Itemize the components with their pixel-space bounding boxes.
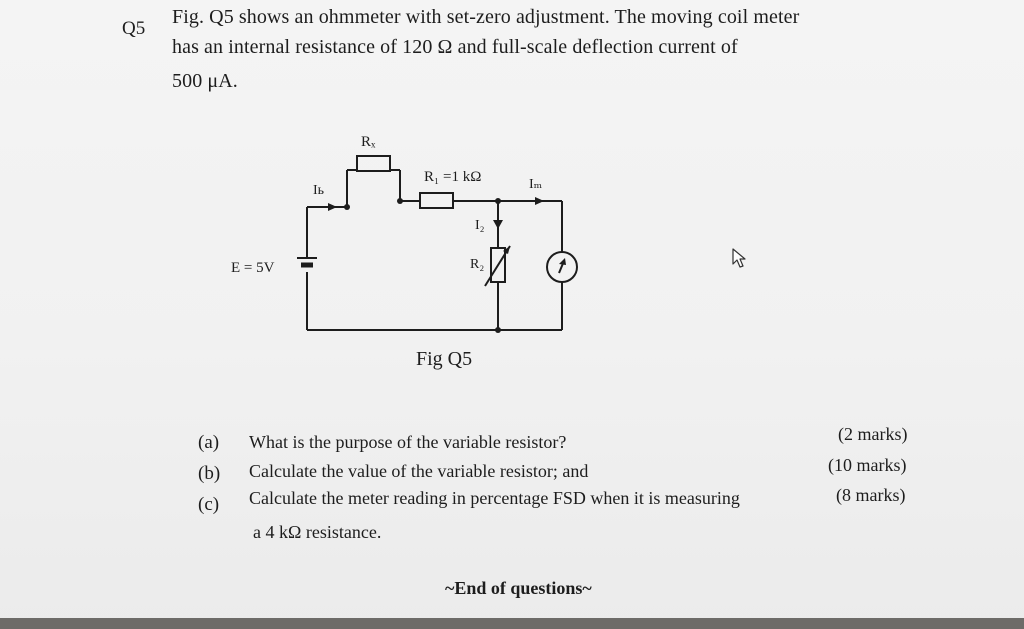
meter-symbol xyxy=(547,252,577,282)
current-arrow-im xyxy=(535,197,544,205)
mouse-cursor-icon xyxy=(733,249,745,267)
question-number: Q5 xyxy=(122,18,146,39)
bottom-edge xyxy=(0,618,1024,629)
label-im: Iₘ xyxy=(529,177,543,192)
part-a-marks: (2 marks) xyxy=(838,424,908,444)
resistor-r1 xyxy=(420,193,453,208)
label-r1: R₁ =1 kΩ xyxy=(424,169,482,185)
label-i2: I₂ xyxy=(475,218,485,233)
label-rx: Rₓ xyxy=(361,134,376,150)
part-c-marks: (8 marks) xyxy=(836,485,906,505)
label-source: E = 5V xyxy=(231,260,275,276)
part-b-label: (b) xyxy=(198,463,221,484)
question-intro-line-3: 500 μA. xyxy=(172,70,238,92)
part-b-marks: (10 marks) xyxy=(828,455,907,475)
junction-node xyxy=(397,198,403,204)
label-ib: Iь xyxy=(313,183,325,198)
part-c-label: (c) xyxy=(198,494,220,515)
battery-symbol xyxy=(297,258,317,265)
junction-node xyxy=(344,204,350,210)
figure-caption: Fig Q5 xyxy=(416,348,473,370)
part-c-text-continued: a 4 kΩ resistance. xyxy=(253,522,382,542)
variable-resistor-r2 xyxy=(485,246,510,286)
end-of-questions: ~End of questions~ xyxy=(445,578,592,598)
junction-node xyxy=(495,327,501,333)
part-a-label: (a) xyxy=(198,432,220,453)
resistor-rx xyxy=(357,156,390,171)
junction-node xyxy=(495,198,501,204)
part-a-text: What is the purpose of the variable resistor? xyxy=(249,432,567,452)
question-intro-line-1: Fig. Q5 shows an ohmmeter with set-zero adjustment. The moving coil meter xyxy=(172,6,800,28)
question-intro-line-2: has an internal resistance of 120 Ω and full-scale deflection current of xyxy=(172,36,738,58)
part-b-text: Calculate the value of the variable resistor; and xyxy=(249,461,589,481)
label-r2: R₂ xyxy=(470,257,485,272)
part-c-text: Calculate the meter reading in percentage FSD when it is measuring xyxy=(249,488,740,508)
current-arrow-ib xyxy=(328,203,337,211)
